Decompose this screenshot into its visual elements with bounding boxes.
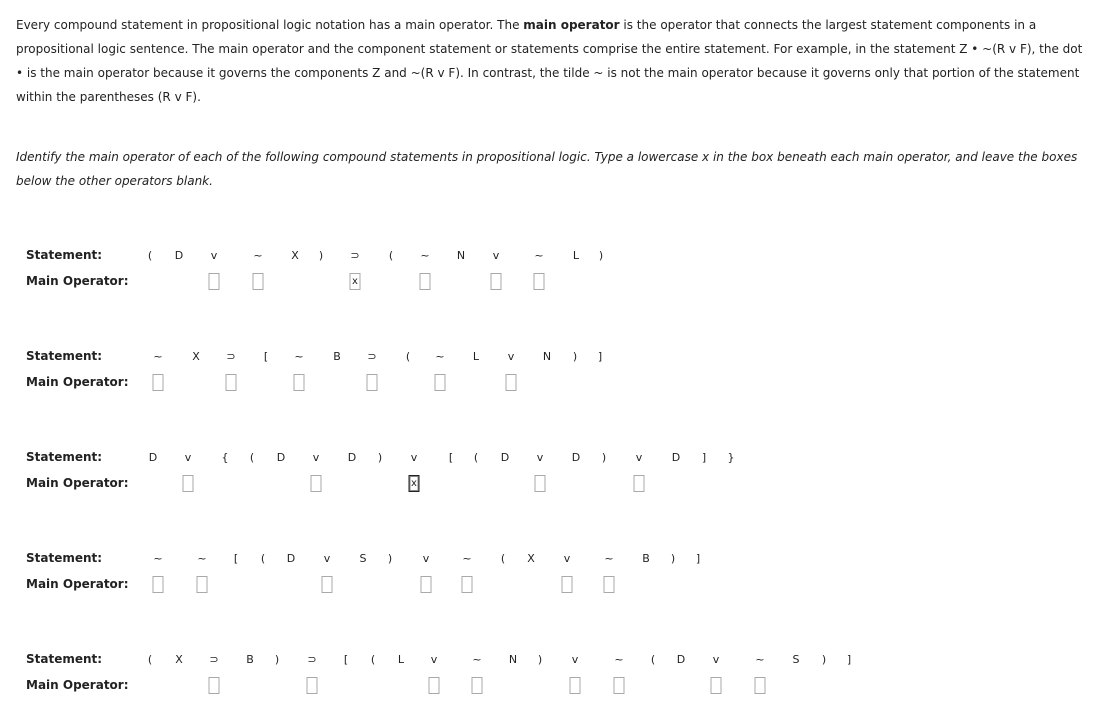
operator-symbol: v xyxy=(563,552,571,565)
operator-symbol: v xyxy=(492,249,500,262)
intro-paragraph xyxy=(16,13,1086,109)
statement-symbol: ( xyxy=(473,451,479,464)
main-operator-answer-box[interactable] xyxy=(197,576,208,593)
operator-symbol: ~ xyxy=(755,653,765,666)
statement-symbol: N xyxy=(456,249,466,262)
main-operator-answer-box[interactable] xyxy=(604,576,615,593)
statement-symbol: D xyxy=(671,451,681,464)
statement-symbol: ] xyxy=(701,451,707,464)
operator-symbol: v xyxy=(571,653,579,666)
main-operator-answer-box[interactable] xyxy=(534,273,545,290)
statement-label: Statement: xyxy=(26,349,103,363)
statement-symbol: D xyxy=(500,451,510,464)
main-operator-answer-box[interactable] xyxy=(472,677,483,694)
operator-symbol: ~ xyxy=(294,350,304,363)
operator-symbol: v xyxy=(422,552,430,565)
statement-symbol: ) xyxy=(318,249,324,262)
main-operator-label: Main Operator: xyxy=(26,678,129,692)
operator-symbol: v xyxy=(312,451,320,464)
intro-bold-term: main operator xyxy=(523,18,620,32)
statement-symbol: X xyxy=(291,249,299,262)
operator-symbol: v xyxy=(323,552,331,565)
operator-symbol: ~ xyxy=(462,552,472,565)
statement-symbol: ) xyxy=(274,653,280,666)
statement-symbol: [ xyxy=(263,350,269,363)
operator-symbol: ⊃ xyxy=(307,653,317,666)
main-operator-answer-box[interactable] xyxy=(183,475,194,492)
operator-symbol: ~ xyxy=(153,350,163,363)
operator-symbol: ~ xyxy=(472,653,482,666)
statement-symbol: N xyxy=(508,653,518,666)
main-operator-answer-box[interactable] xyxy=(307,677,318,694)
operator-symbol: ~ xyxy=(614,653,624,666)
statement-symbol: ] xyxy=(695,552,701,565)
statement-symbol: D xyxy=(174,249,184,262)
statement-symbol: D xyxy=(571,451,581,464)
statement-symbol: [ xyxy=(233,552,239,565)
statement-symbol: N xyxy=(542,350,552,363)
main-operator-answer-box[interactable]: x xyxy=(409,475,420,492)
main-operator-answer-box[interactable] xyxy=(435,374,446,391)
statement-symbol: [ xyxy=(343,653,349,666)
operator-symbol: ~ xyxy=(197,552,207,565)
operator-symbol: ~ xyxy=(420,249,430,262)
statement-symbol: ] xyxy=(846,653,852,666)
statement-symbol: B xyxy=(642,552,650,565)
main-operator-answer-box[interactable] xyxy=(322,576,333,593)
main-operator-answer-box[interactable] xyxy=(153,576,164,593)
operator-symbol: v xyxy=(184,451,192,464)
statement-symbol: [ xyxy=(448,451,454,464)
operator-symbol: v xyxy=(635,451,643,464)
statement-symbol: L xyxy=(572,249,580,262)
main-operator-answer-box[interactable] xyxy=(491,273,502,290)
statement-symbol: L xyxy=(397,653,405,666)
statement-symbol: ( xyxy=(370,653,376,666)
operator-symbol: ⊃ xyxy=(367,350,377,363)
main-operator-answer-box[interactable] xyxy=(253,273,264,290)
operator-symbol: v xyxy=(536,451,544,464)
main-operator-answer-box[interactable] xyxy=(429,677,440,694)
statement-symbol: B xyxy=(246,653,254,666)
statement-symbol: ) xyxy=(572,350,578,363)
statement-symbol: D xyxy=(676,653,686,666)
statement-label: Statement: xyxy=(26,450,103,464)
main-operator-answer-box[interactable] xyxy=(755,677,766,694)
operator-symbol: v xyxy=(210,249,218,262)
main-operator-label: Main Operator: xyxy=(26,375,129,389)
main-operator-answer-box[interactable] xyxy=(209,677,220,694)
statement-symbol: D xyxy=(347,451,357,464)
statement-symbol: L xyxy=(472,350,480,363)
statement-symbol: ) xyxy=(670,552,676,565)
main-operator-answer-box[interactable] xyxy=(420,273,431,290)
instructions: Identify the main operator of each of the following compound statements in propositional logic. Type a lowercase x in the box beneath each main operator, and leave the boxes below the other operators blank. xyxy=(16,150,1078,188)
operator-symbol: ~ xyxy=(153,552,163,565)
statement-label: Statement: xyxy=(26,551,103,565)
main-operator-answer-box[interactable] xyxy=(311,475,322,492)
statement-symbol: ( xyxy=(260,552,266,565)
main-operator-answer-box[interactable] xyxy=(711,677,722,694)
operator-symbol: v xyxy=(430,653,438,666)
statement-symbol: D xyxy=(286,552,296,565)
main-operator-answer-box[interactable] xyxy=(367,374,378,391)
main-operator-answer-box[interactable] xyxy=(562,576,573,593)
statement-symbol: ) xyxy=(387,552,393,565)
statement-symbol: ( xyxy=(405,350,411,363)
statement-symbol: ) xyxy=(821,653,827,666)
statement-symbol: S xyxy=(792,653,800,666)
main-operator-label: Main Operator: xyxy=(26,577,129,591)
statement-symbol: ) xyxy=(598,249,604,262)
intro-text-2: is the operator that connects the largest statement components in a propositional logic sentence. The main operator and the component statement or statements comprise the entire statement. For example, in the statement Z • ~(R v F), the dot • is the main operator because it governs the components Z and ~(R v F). In contrast, the tilde ~ is not the main operator because it governs only that portion of the statement within the parentheses (R v F). xyxy=(16,18,1083,104)
statement-symbol: { xyxy=(221,451,229,464)
statement-symbol: ] xyxy=(597,350,603,363)
operator-symbol: ~ xyxy=(253,249,263,262)
statement-symbol: ( xyxy=(147,653,153,666)
operator-symbol: ~ xyxy=(435,350,445,363)
statement-symbol: B xyxy=(333,350,341,363)
statement-symbol: S xyxy=(359,552,367,565)
main-operator-answer-box[interactable] xyxy=(570,677,581,694)
operator-symbol: ~ xyxy=(534,249,544,262)
statement-symbol: ( xyxy=(500,552,506,565)
operator-symbol: ~ xyxy=(604,552,614,565)
operator-symbol: v xyxy=(507,350,515,363)
operator-symbol: ⊃ xyxy=(226,350,236,363)
statement-label: Statement: xyxy=(26,652,103,666)
statement-symbol: ) xyxy=(377,451,383,464)
main-operator-answer-box[interactable] xyxy=(614,677,625,694)
statement-symbol: ) xyxy=(601,451,607,464)
main-operator-answer-box[interactable] xyxy=(535,475,546,492)
statement-symbol: ( xyxy=(388,249,394,262)
statement-symbol: X xyxy=(527,552,535,565)
main-operator-label: Main Operator: xyxy=(26,476,129,490)
statement-label: Statement: xyxy=(26,248,103,262)
intro-text-1: Every compound statement in propositional logic notation has a main operator. The xyxy=(16,18,524,32)
statement-symbol: ( xyxy=(147,249,153,262)
statement-symbol: D xyxy=(148,451,158,464)
operator-symbol: v xyxy=(712,653,720,666)
statement-symbol: X xyxy=(192,350,200,363)
main-operator-answer-box[interactable] xyxy=(153,374,164,391)
main-operator-answer-box[interactable] xyxy=(421,576,432,593)
main-operator-answer-box[interactable] xyxy=(209,273,220,290)
main-operator-answer-box[interactable] xyxy=(294,374,305,391)
statement-symbol: ( xyxy=(650,653,656,666)
operator-symbol: v xyxy=(410,451,418,464)
operator-symbol: ⊃ xyxy=(350,249,360,262)
main-operator-answer-box[interactable] xyxy=(462,576,473,593)
statement-symbol: X xyxy=(175,653,183,666)
statement-symbol: ) xyxy=(537,653,543,666)
main-operator-answer-box[interactable]: x xyxy=(350,273,361,290)
main-operator-answer-box[interactable] xyxy=(226,374,237,391)
statement-symbol: D xyxy=(276,451,286,464)
operator-symbol: ⊃ xyxy=(209,653,219,666)
statement-symbol: } xyxy=(727,451,735,464)
main-operator-answer-box[interactable] xyxy=(506,374,517,391)
statement-symbol: ( xyxy=(249,451,255,464)
main-operator-label: Main Operator: xyxy=(26,274,129,288)
main-operator-answer-box[interactable] xyxy=(634,475,645,492)
